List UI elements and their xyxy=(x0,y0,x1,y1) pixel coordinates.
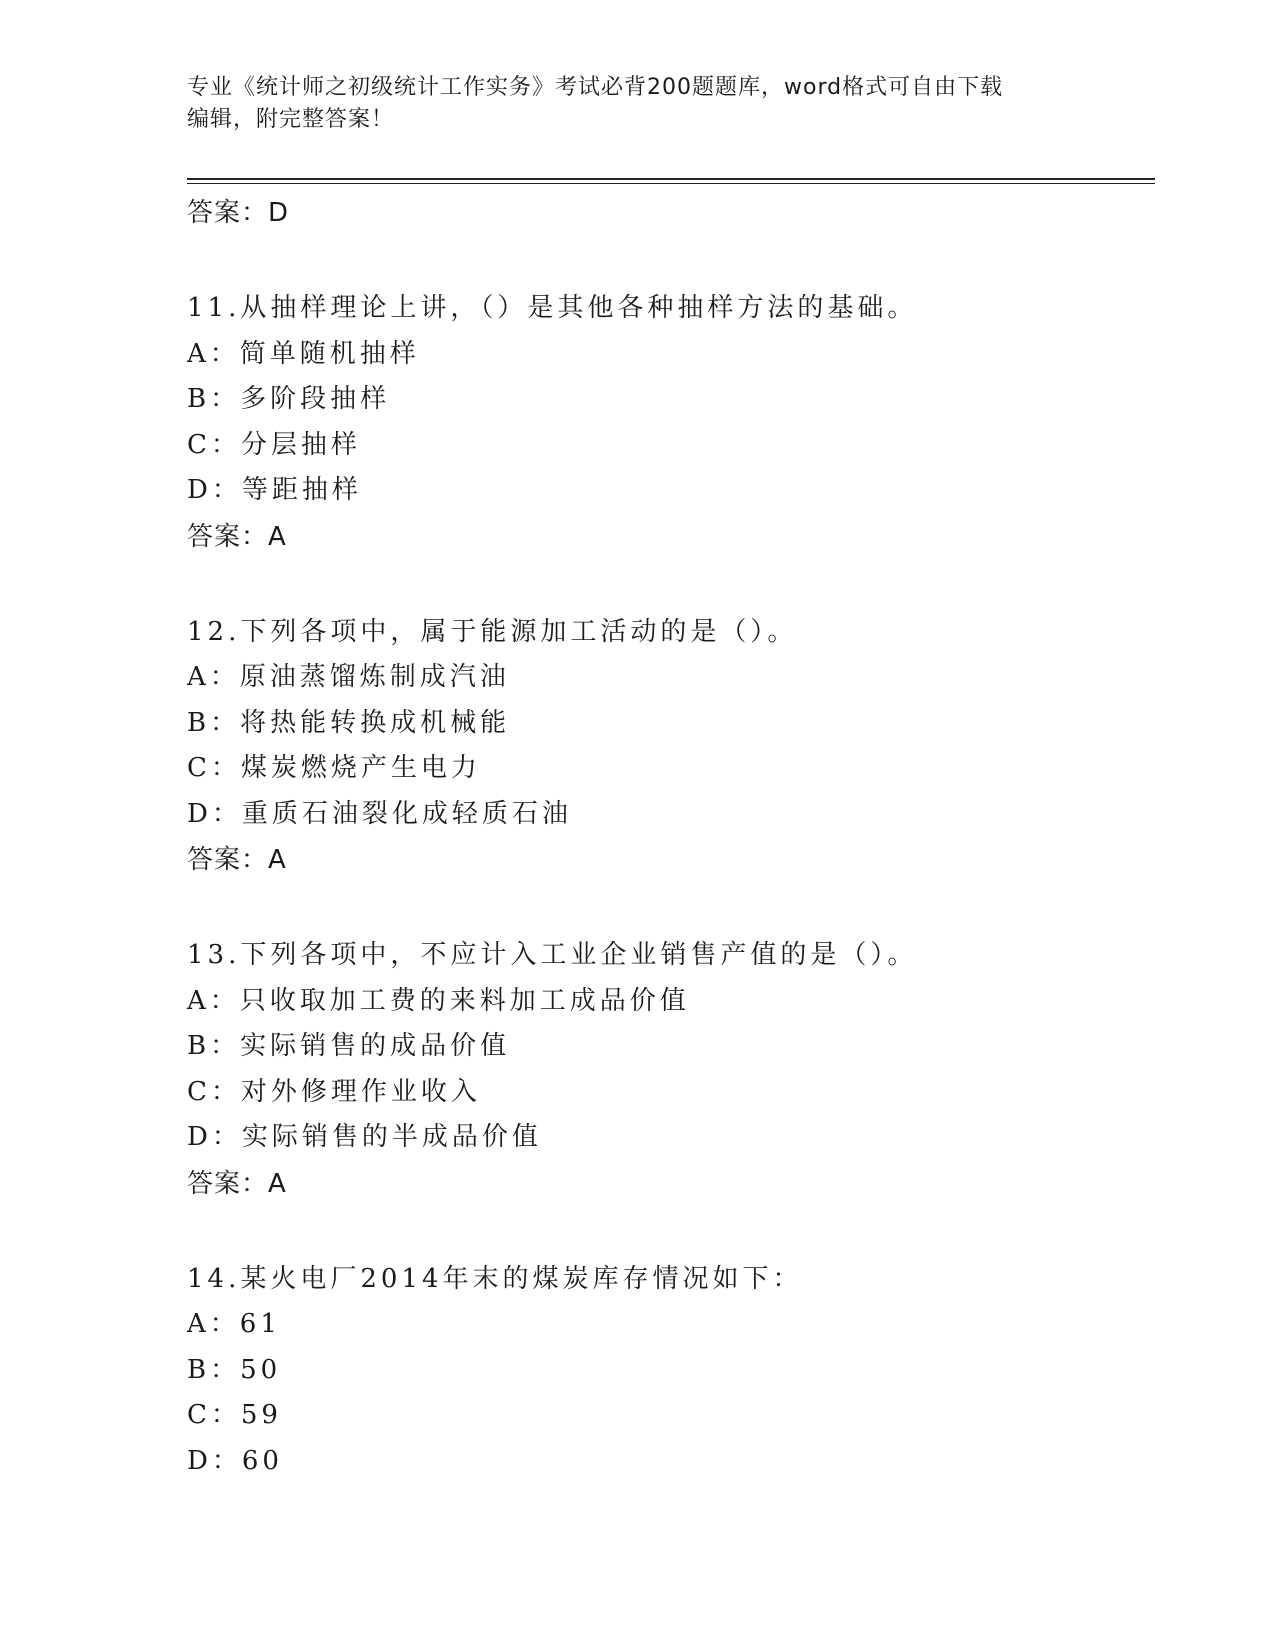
option-a: A：只收取加工费的来料加工成品价值 xyxy=(187,985,690,1016)
option-b: B：将热能转换成机械能 xyxy=(187,707,511,738)
option-a: A：简单随机抽样 xyxy=(187,338,420,369)
question-text: 14.某火电厂2014年末的煤炭库存情况如下： xyxy=(187,1263,803,1294)
option-a: A：原油蒸馏炼制成汽油 xyxy=(187,662,510,692)
header-rule-thick xyxy=(187,178,1155,180)
option-b: B：50 xyxy=(187,1354,282,1385)
answer-line: 答案：A xyxy=(187,845,287,875)
option-d: D：60 xyxy=(187,1445,283,1476)
option-c: C：煤炭燃烧产生电力 xyxy=(187,753,481,783)
answer-line: 答案：D xyxy=(187,198,290,228)
option-c: C：分层抽样 xyxy=(187,429,361,460)
option-c: C：59 xyxy=(187,1400,282,1430)
option-b: B：多阶段抽样 xyxy=(187,384,391,414)
option-b: B：实际销售的成品价值 xyxy=(187,1031,511,1061)
answer-line: 答案：A xyxy=(187,521,287,552)
question-13 xyxy=(187,933,1155,1207)
question-14 xyxy=(187,1257,1155,1485)
option-a: A：61 xyxy=(187,1309,281,1339)
header-line-1: 专业《统计师之初级统计工作实务》考试必背200题题库，word格式可自由下载 xyxy=(187,75,1004,100)
option-c: C：对外修理作业收入 xyxy=(187,1076,481,1107)
question-text: 13.下列各项中，不应计入工业企业销售产值的是（）。 xyxy=(187,940,918,970)
option-d: D：实际销售的半成品价值 xyxy=(187,1122,542,1152)
question-text: 11.从抽样理论上讲，（）是其他各种抽样方法的基础。 xyxy=(187,293,918,323)
question-text: 12.下列各项中，属于能源加工活动的是（）。 xyxy=(187,616,798,647)
option-d: D：重质石油裂化成轻质石油 xyxy=(187,798,572,829)
answer-line: 答案：A xyxy=(187,1168,287,1199)
question-12 xyxy=(187,610,1155,884)
header-line-2: 编辑，附完整答案！ xyxy=(187,107,395,132)
document-header xyxy=(187,72,1067,136)
option-d: D：等距抽样 xyxy=(187,475,362,505)
header-rule-thin xyxy=(187,183,1155,184)
document-body xyxy=(187,190,1155,1484)
question-11 xyxy=(187,286,1155,560)
